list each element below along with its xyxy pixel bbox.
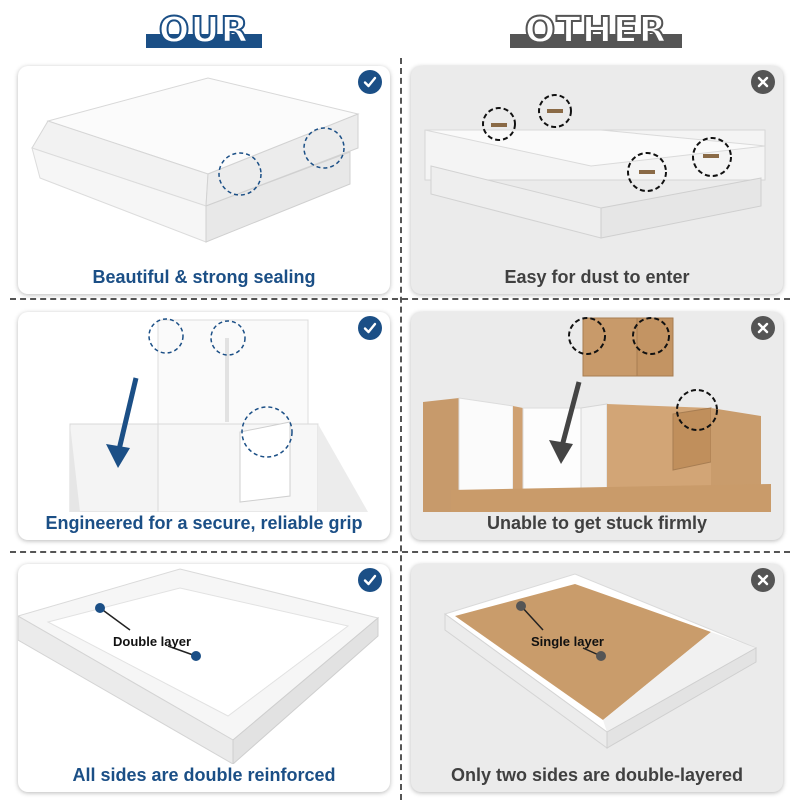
check-icon: [358, 568, 382, 592]
cardboard-tray-illustration: [411, 564, 783, 764]
panel-our-sealing: [18, 66, 390, 294]
panel-other-dust: [411, 66, 783, 294]
sealed-box-illustration: [18, 66, 390, 266]
row-divider-2: [10, 551, 790, 553]
white-tab-interior-illustration: [18, 312, 390, 512]
panel-caption: Easy for dust to enter: [504, 267, 690, 287]
check-icon: [358, 70, 382, 94]
other-header: [510, 8, 682, 54]
panel-our-reinforced: [18, 564, 390, 792]
layer-label: Double layer: [113, 634, 192, 649]
panel-caption: Engineered for a secure, reliable grip: [45, 513, 363, 533]
our-title: OUR: [158, 10, 250, 51]
panel-caption: Beautiful & strong sealing: [92, 267, 316, 287]
panel-caption: All sides are double reinforced: [72, 765, 336, 785]
panel-other-single-layer: [411, 564, 783, 792]
panel-caption: Unable to get stuck firmly: [486, 513, 708, 533]
cross-icon: [751, 70, 775, 94]
cross-icon: [751, 568, 775, 592]
layer-label: Single layer: [531, 634, 604, 649]
vertical-divider: [400, 58, 402, 800]
white-tray-illustration: [18, 564, 390, 764]
cross-icon: [751, 316, 775, 340]
our-header: [146, 8, 262, 54]
panel-other-grip: [411, 312, 783, 540]
row-divider-1: [10, 298, 790, 300]
check-icon: [358, 316, 382, 340]
panel-caption: Only two sides are double-layered: [450, 765, 744, 785]
panel-our-grip: [18, 312, 390, 540]
cardboard-interior-illustration: [411, 312, 783, 512]
slotted-box-illustration: [411, 66, 783, 266]
other-title: OTHER: [524, 10, 668, 51]
